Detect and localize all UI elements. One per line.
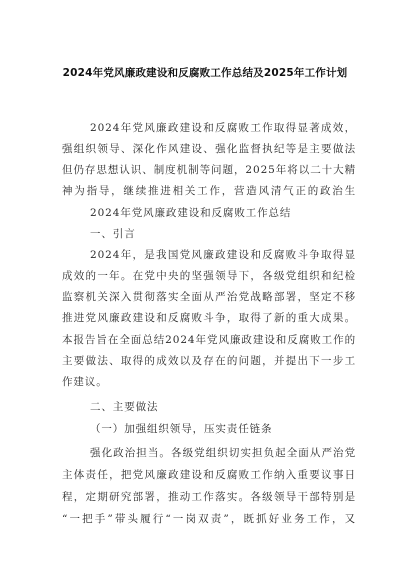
paragraph-line: 强组织领导、深化作风建设、强化监督执纪等是主要做法 [62,143,356,155]
paragraph-line: 程，定期研究部署，推动工作落实。各级领导干部特别是 [62,491,356,503]
paragraph-line: 主要做法、取得的成效以及存在的问题，并提出下一步工 [62,355,356,367]
paragraph-line: 主体责任，把党风廉政建设和反腐败工作纳入重要议事日 [62,469,356,481]
paragraph-line: 本报告旨在全面总结2024年党风廉政建设和反腐败工作的 [62,334,356,346]
section-heading: 一、引言 [90,228,136,240]
paragraph-line: 推进党风廉政建设和反腐败斗争，取得了新的重大成果。 [62,312,356,324]
subsection-heading: （一）加强组织领导，压实责任链条 [90,423,273,435]
paragraph-line: 监察机关深入贯彻落实全面从严治党战略部署，坚定不移 [62,291,356,303]
paragraph-line: 作建议。 [62,376,108,388]
paragraph-line: 强化政治担当。各级党组织切实担负起全面从严治党 [90,447,356,459]
paragraph-line: 但仍存思想认识、制度机制等问题，2025年将以二十大精 [62,164,356,176]
paragraph-line: 成效的一年。在党中央的坚强领导下，各级党组织和纪检 [62,270,356,282]
section-heading: 二、主要做法 [90,401,159,413]
paragraph-line: “一把手”带头履行“一岗双责”，既抓好业务工作，又 [62,513,356,525]
paragraph-line: 2024年，是我国党风廉政建设和反腐败斗争取得显 [90,249,356,261]
section-heading: 2024年党风廉政建设和反腐败工作总结 [90,207,292,219]
document-title: 2024年党风廉政建设和反腐败工作总结及2025年工作计划 [62,67,348,79]
paragraph-line: 2024年党风廉政建设和反腐败工作取得显著成效， [90,122,356,134]
paragraph-line: 神为指导，继续推进相关工作，营造风清气正的政治生 [62,185,356,197]
